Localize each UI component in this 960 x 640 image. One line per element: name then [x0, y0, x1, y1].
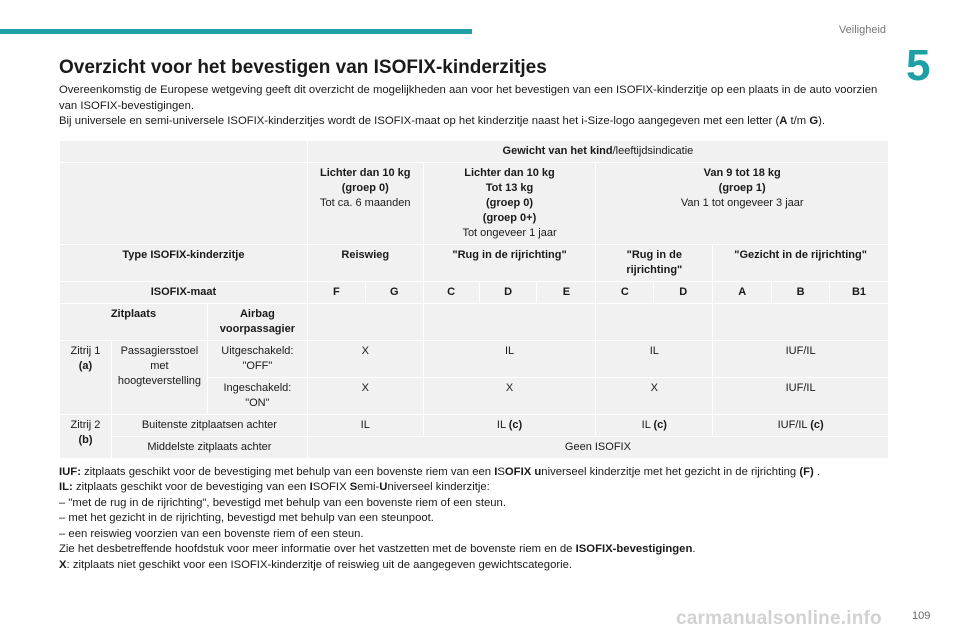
table-row: Ingeschakeld: "ON" X X X IUF/IL: [60, 377, 889, 414]
table-row: [60, 162, 889, 244]
intro-paragraph-2: Bij universele en semi-universele ISOFIX-kinderzitjes wordt de ISOFIX-maat op het kinderzitje naast het i-Size-logo aangegeven met een letter (A t/m G).: [59, 115, 826, 127]
note-x: X: zitplaats niet geschikt voor een ISOFIX-kinderzitje of reiswieg uit de aangegeven gewichtscategorie.: [59, 558, 573, 571]
note-iuf: IUF: zitplaats geschikt voor de bevestiging met behulp van een bovenste riem van een ISOFIX universeel kinderzitje met het gezicht in de rijrichting (F) .: [59, 465, 821, 478]
weight-group-2: Lichter dan 10 kg Tot 13 kg (groep 0) (groep 0+) Tot ongeveer 1 jaar: [423, 162, 596, 244]
intro-paragraph-1: Overeenkomstig de Europese wetgeving geeft dit overzicht de mogelijkheden aan voor het bevestigen van een ISOFIX-kinderzitje op een plaats in de auto voorzien van ISOFIX-bevestigingen.: [59, 84, 878, 112]
table-row: Zitrij 2 (b) Buitenste zitplaatsen achter IL IL (c) IL (c) IUF/IL (c): [60, 414, 889, 436]
table-row: Zitplaats Airbag voorpassagier: [60, 303, 889, 340]
section-label: Veiligheid: [838, 24, 886, 36]
chapter-number: 5: [906, 41, 931, 90]
header-accent-bar: [0, 29, 472, 34]
note-reference: Zie het desbetreffende hoofdstuk voor meer informatie over het vastzetten met de bovenste riem en de ISOFIX-bevestigingen.: [59, 543, 696, 555]
intro-text: [59, 83, 889, 130]
isofix-table: [59, 140, 889, 459]
table-notes: [59, 465, 889, 574]
weight-group-3: Van 9 tot 18 kg (groep 1) Van 1 tot ongeveer 3 jaar: [596, 162, 889, 244]
note-il: IL: zitplaats geschikt voor de bevestiging van een ISOFIX Semi-Universeel kinderzitje:: [59, 481, 490, 493]
note-dash-1: – "met de rug in de rijrichting", bevestigd met behulp van een bovenste riem of een steun.: [59, 496, 506, 509]
page-content: [59, 56, 889, 573]
note-dash-3: – een reiswieg voorzien van een bovenste riem of een steun.: [59, 527, 364, 540]
table-row: Zitrij 1 (a) Passagiersstoel met hoogteverstelling Uitgeschakeld: "OFF" X IL IL IUF/IL: [60, 340, 889, 377]
table-row: Type ISOFIX-kinderzitje Reiswieg "Rug in de rijrichting" "Rug in de rijrichting" "Gezicht in de rijrichting": [60, 244, 889, 281]
watermark: carmanualsonline.info: [676, 608, 882, 629]
note-dash-2: – met het gezicht in de rijrichting, bevestigd met behulp van een steunpoot.: [59, 512, 434, 524]
table-row: ISOFIX-maat F G C D E C D A B B1: [60, 281, 889, 303]
page-title: Overzicht voor het bevestigen van ISOFIX-kinderzitjes: [59, 57, 547, 78]
table-row: Gewicht van het kind/leeftijdsindicatie: [60, 140, 889, 162]
page-number: 109: [912, 610, 931, 622]
weight-group-1: Lichter dan 10 kg (groep 0) Tot ca. 6 maanden: [307, 162, 423, 244]
table-row: Middelste zitplaats achter Geen ISOFIX: [60, 436, 889, 458]
